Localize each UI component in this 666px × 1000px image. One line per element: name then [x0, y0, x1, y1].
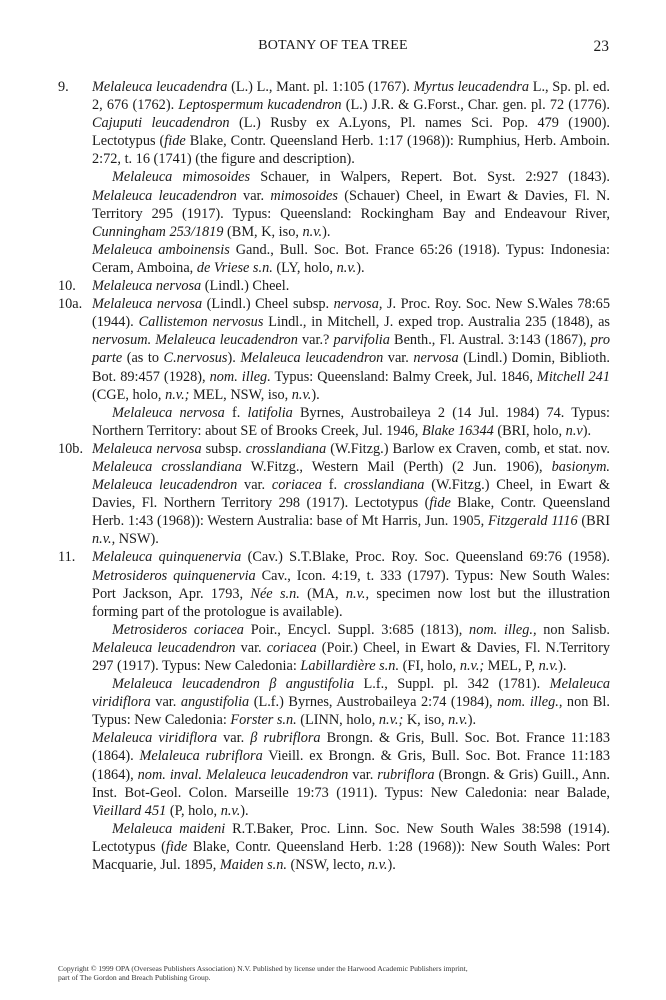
text-run: var. [237, 477, 272, 494]
italic-run: Metrosideros quinquenervia [92, 567, 256, 584]
text-run: var.? [297, 332, 334, 349]
text-run: (L.) J.R. & G.Forst., Char. gen. pl. 72 (1776). [341, 97, 610, 114]
italic-run: Myrtus leucadendra [413, 79, 530, 95]
text-run: (L.f.) Byrnes, Austrobaileya 2:74 (1984), [249, 694, 498, 711]
entry [58, 295, 610, 440]
italic-run: crosslandiana [245, 440, 327, 457]
italic-run: fide [164, 133, 186, 150]
italic-run: rubriflora [377, 766, 435, 783]
italic-run: Melaleuca maideni [112, 820, 226, 837]
text-run: Blake, Contr. Queensland Herb. 1:43 (1968)): Western Australia: base of Mt Harris, Jun. 1905, [92, 495, 610, 530]
synonym-paragraph [92, 729, 610, 819]
text-run: MEL, P, [484, 658, 539, 674]
text-run: var. [150, 694, 181, 711]
italic-run: Melaleuca viridiflora [92, 676, 610, 711]
italic-run: Melaleuca leucadendra [92, 79, 228, 95]
italic-run: Fitzgerald 1116 [487, 513, 578, 530]
text-run: specimen now lost but the illustration forming part of the protologue is available). [92, 585, 610, 620]
text-run: MEL, NSW, iso, [189, 386, 292, 403]
italic-run: n.v. [336, 259, 357, 276]
italic-run: Cunningham 253/1819 [92, 223, 224, 240]
italic-run: Melaleuca quinquenervia [92, 549, 242, 566]
italic-run: Melaleuca crosslandiana [92, 458, 242, 475]
italic-run: mimosoides [270, 187, 338, 204]
italic-run: n.v. [367, 857, 388, 874]
italic-run: Melaleuca mimosoides [112, 169, 251, 186]
text-run: (L.) Rusby ex A.Lyons, Pl. names Sci. Pop. 479 (1900). Lectotypus ( [92, 115, 610, 150]
text-run: (LY, holo, [272, 259, 337, 276]
text-run: Blake, Contr. Queensland Herb. 1:17 (1968)): Rumphius, Herb. Amboin. 2:72, t. 16 (1741) (the figure and description). [92, 133, 610, 168]
entry-number: 10b. [58, 440, 84, 457]
footer-line-2: part of The Gordon and Breach Publishing Group. [58, 973, 211, 982]
text-run: (BM, K, iso, [223, 223, 303, 240]
italic-run: latifolia [247, 404, 293, 421]
text-run: J. Proc. Roy. Soc. New S.Wales 78:65 (1944). [92, 296, 610, 331]
text-run: L.f., Suppl. pl. 342 (1781). [354, 676, 550, 693]
text-run: var. [217, 730, 251, 747]
text-run: Benth., Fl. Austral. 3:143 (1867), [389, 332, 591, 349]
text-run: ). [227, 350, 241, 367]
italic-run: nom. inval. Melaleuca leucadendron [137, 766, 349, 783]
text-run: (LINN, holo, [296, 712, 379, 729]
text-run: (Lindl.) Cheel. [201, 278, 290, 295]
synonym-paragraph [92, 440, 610, 549]
italic-run: coriacea [271, 477, 322, 494]
entry [58, 440, 610, 549]
italic-run: Cajuputi leucadendron [92, 115, 230, 132]
synonym-paragraph [92, 295, 610, 404]
italic-run: Melaleuca nervosa [92, 278, 202, 295]
italic-run: nom. illeg., [469, 621, 537, 638]
italic-run: Melaleuca leucadendron [92, 187, 237, 204]
text-run: NSW). [115, 531, 159, 548]
italic-run: Melaleuca amboinensis [92, 241, 230, 258]
italic-run: C.nervosus [163, 350, 228, 367]
text-run: var. [383, 350, 414, 367]
text-run: ). [467, 712, 477, 729]
entry [58, 277, 610, 295]
synonym-paragraph [92, 621, 610, 675]
italic-run: nom. illeg., [497, 694, 563, 711]
italic-run: Melaleuca nervosa [112, 404, 225, 421]
italic-run: n.v., [92, 531, 116, 548]
italic-run: de Vriese s.n. [196, 259, 273, 276]
italic-run: Melaleuca leucadendron β angustifolia [112, 676, 355, 693]
text-run: Cav., Icon. 4:19, t. 333 (1797). Typus: New South Wales: Port Jackson, Apr. 1793, [92, 567, 610, 602]
text-run: (Schauer) Cheel, in Ewart & Davies, Fl. N. Territory 295 (1917). Typus: Queensland: Rockingham Bay and Endeavour River, [92, 187, 610, 222]
entry-number: 11. [58, 549, 76, 566]
italic-run: Blake 16344 [421, 422, 494, 439]
text-run: (Brongn. & Gris) Guill., Ann. Inst. Bot-Geol. Colon. Marseille 19:73 (1911). Typus: New Caledonia: near Balade, [92, 766, 610, 801]
italic-run: nervosum. Melaleuca leucadendron [92, 332, 298, 349]
text-run: L., Sp. pl. ed. 2, 676 (1762). [92, 79, 610, 114]
text-run: ). [356, 259, 365, 276]
copyright-footer [58, 964, 610, 982]
italic-run: n.v [565, 422, 583, 439]
italic-run: n.v., [345, 585, 370, 602]
running-title: BOTANY OF TEA TREE [258, 38, 408, 53]
page-number: 23 [593, 38, 609, 55]
italic-run: fide [165, 838, 188, 855]
entry [58, 548, 610, 874]
text-run: R.T.Baker, Proc. Linn. Soc. New South Wales 38:598 (1914). Lectotypus ( [92, 820, 610, 855]
footer-line-1: Copyright © 1999 OPA (Overseas Publishers Association) N.V. Published by license under the Harwood Academic Publishers imprint, [58, 964, 468, 973]
text-run: var. [348, 766, 378, 783]
italic-run: nervosa [413, 350, 459, 367]
entry-number: 10. [58, 278, 76, 295]
text-run: W.Fitzg., Western Mail (Perth) (2 Jun. 1906), [241, 458, 552, 475]
italic-run: n.v. [302, 223, 323, 240]
entry-number: 9. [58, 79, 69, 95]
italic-run: Forster s.n. [230, 712, 297, 729]
italic-run: Vieillard 451 [92, 802, 167, 819]
text-run: Poir., Encycl. Suppl. 3:685 (1813), [243, 621, 470, 638]
italic-run: basionym. Melaleuca leucadendron [92, 458, 610, 494]
italic-run: n.v.; [459, 658, 485, 674]
text-run: Blake, Contr. Queensland Herb. 1:28 (1968)): New South Wales: Port Macquarie, Jul. 1895, [92, 838, 610, 874]
italic-run: Melaleuca nervosa [92, 440, 202, 457]
synonym-paragraph [92, 548, 610, 620]
italic-run: Melaleuca viridiflora [92, 730, 218, 747]
text-run: (NSW, lecto, [286, 857, 368, 874]
italic-run: Melaleuca nervosa [92, 296, 203, 313]
text-run: Lindl., in Mitchell, J. exped trop. Australia 235 (1848), as [263, 314, 610, 331]
synonym-paragraph [92, 404, 610, 440]
text-run: (FI, holo, [399, 658, 460, 674]
entry [58, 78, 610, 277]
text-run: (L.) L., Mant. pl. 1:105 (1767). [227, 79, 414, 95]
italic-run: n.v. [538, 658, 559, 674]
text-run: subsp. [201, 440, 246, 457]
italic-run: fide [429, 495, 451, 512]
text-run: (BRI [577, 513, 610, 530]
text-run: non Bl. Typus: New Caledonia: [92, 694, 610, 729]
italic-run: nom. illeg. [209, 368, 271, 385]
italic-run: nervosa, [333, 296, 383, 313]
italic-run: pro parte [92, 332, 610, 367]
italic-run: n.v.; [165, 386, 190, 403]
italic-run: crosslandiana [343, 477, 425, 494]
italic-run: β rubriflora [250, 730, 321, 747]
italic-run: Metrosideros coriacea [112, 621, 244, 638]
italic-run: Melaleuca leucadendron [240, 350, 384, 367]
text-run: K, iso, [403, 712, 449, 729]
text-run: Brongn. & Gris, Bull. Soc. Bot. France 11:183 (1864). [92, 730, 610, 765]
italic-run: angustifolia [180, 694, 250, 711]
text-run: (P, holo, [166, 802, 221, 819]
body-text [58, 78, 610, 874]
text-run: f. [321, 477, 344, 494]
text-run: (CGE, holo, [92, 386, 166, 403]
text-run: ). [240, 802, 249, 819]
italic-run: Melaleuca leucadendron [92, 639, 236, 656]
text-run: (Cav.) S.T.Blake, Proc. Roy. Soc. Queensland 69:76 (1958). [241, 549, 610, 566]
italic-run: n.v.; [378, 712, 404, 729]
text-run: Byrnes, Austrobaileya 2 (14 Jul. 1984) 74. Typus: Northern Territory: about SE of Brooks Creek, Jul. 1946, [92, 404, 610, 439]
italic-run: Maiden s.n. [219, 857, 287, 874]
italic-run: Née s.n. [250, 585, 300, 602]
text-run: ). [387, 857, 396, 874]
italic-run: Labillardière s.n. [300, 658, 400, 674]
text-run: non Salisb. [536, 621, 610, 638]
italic-run: n.v. [291, 386, 312, 403]
italic-run: n.v. [220, 802, 241, 819]
text-run: ). [582, 422, 592, 439]
synonym-paragraph [92, 277, 610, 295]
text-run: Schauer, in Walpers, Repert. Bot. Syst. 2:927 (1843). [250, 169, 610, 186]
synonym-paragraph [92, 78, 610, 168]
text-run: (Lindl.) Domin, Biblioth. Bot. 89:457 (1928), [92, 350, 610, 385]
text-run: Vieill. ex Brongn. & Gris, Bull. Soc. Bot. France 11:183 (1864), [92, 748, 610, 783]
text-run: (Poir.) Cheel, in Ewart & Davies, Fl. N.Territory 297 (1917). Typus: New Caledonia: [92, 639, 610, 674]
italic-run: Mitchell 241 [536, 368, 610, 385]
text-run: (W.Fitzg.) Cheel, in Ewart & Davies, Fl. Northern Territory 298 (1917). Lectotypus ( [92, 477, 610, 512]
synonym-paragraph [92, 820, 610, 874]
text-run: var. [236, 187, 271, 204]
text-run: var. [235, 639, 267, 656]
running-head [0, 38, 666, 58]
italic-run: parvifolia [333, 332, 390, 349]
synonym-paragraph [92, 675, 610, 729]
italic-run: n.v. [448, 712, 468, 729]
text-run: (as to [122, 350, 164, 367]
text-run: ). [311, 386, 320, 403]
text-run: Typus: Queensland: Balmy Creek, Jul. 1846, [270, 368, 537, 385]
text-run: ). [558, 658, 567, 674]
text-run: Gand., Bull. Soc. Bot. France 65:26 (1918). Typus: Indonesia: Ceram, Amboina, [92, 241, 610, 276]
text-run: ). [322, 223, 331, 240]
italic-run: coriacea [266, 639, 317, 656]
entry-number: 10a. [58, 296, 83, 313]
italic-run: Leptospermum kucadendron [178, 97, 342, 114]
text-run: (Lindl.) Cheel subsp. [202, 296, 334, 313]
italic-run: Callistemon nervosus [138, 314, 264, 331]
text-run: (MA, [299, 585, 346, 602]
text-run: (BRI, holo, [493, 422, 566, 439]
text-run: f. [224, 404, 248, 421]
text-run: (W.Fitzg.) Barlow ex Craven, comb, et stat. nov. [326, 440, 611, 457]
italic-run: Melaleuca rubriflora [139, 748, 263, 765]
synonym-paragraph [92, 241, 610, 277]
synonym-paragraph [92, 168, 610, 240]
